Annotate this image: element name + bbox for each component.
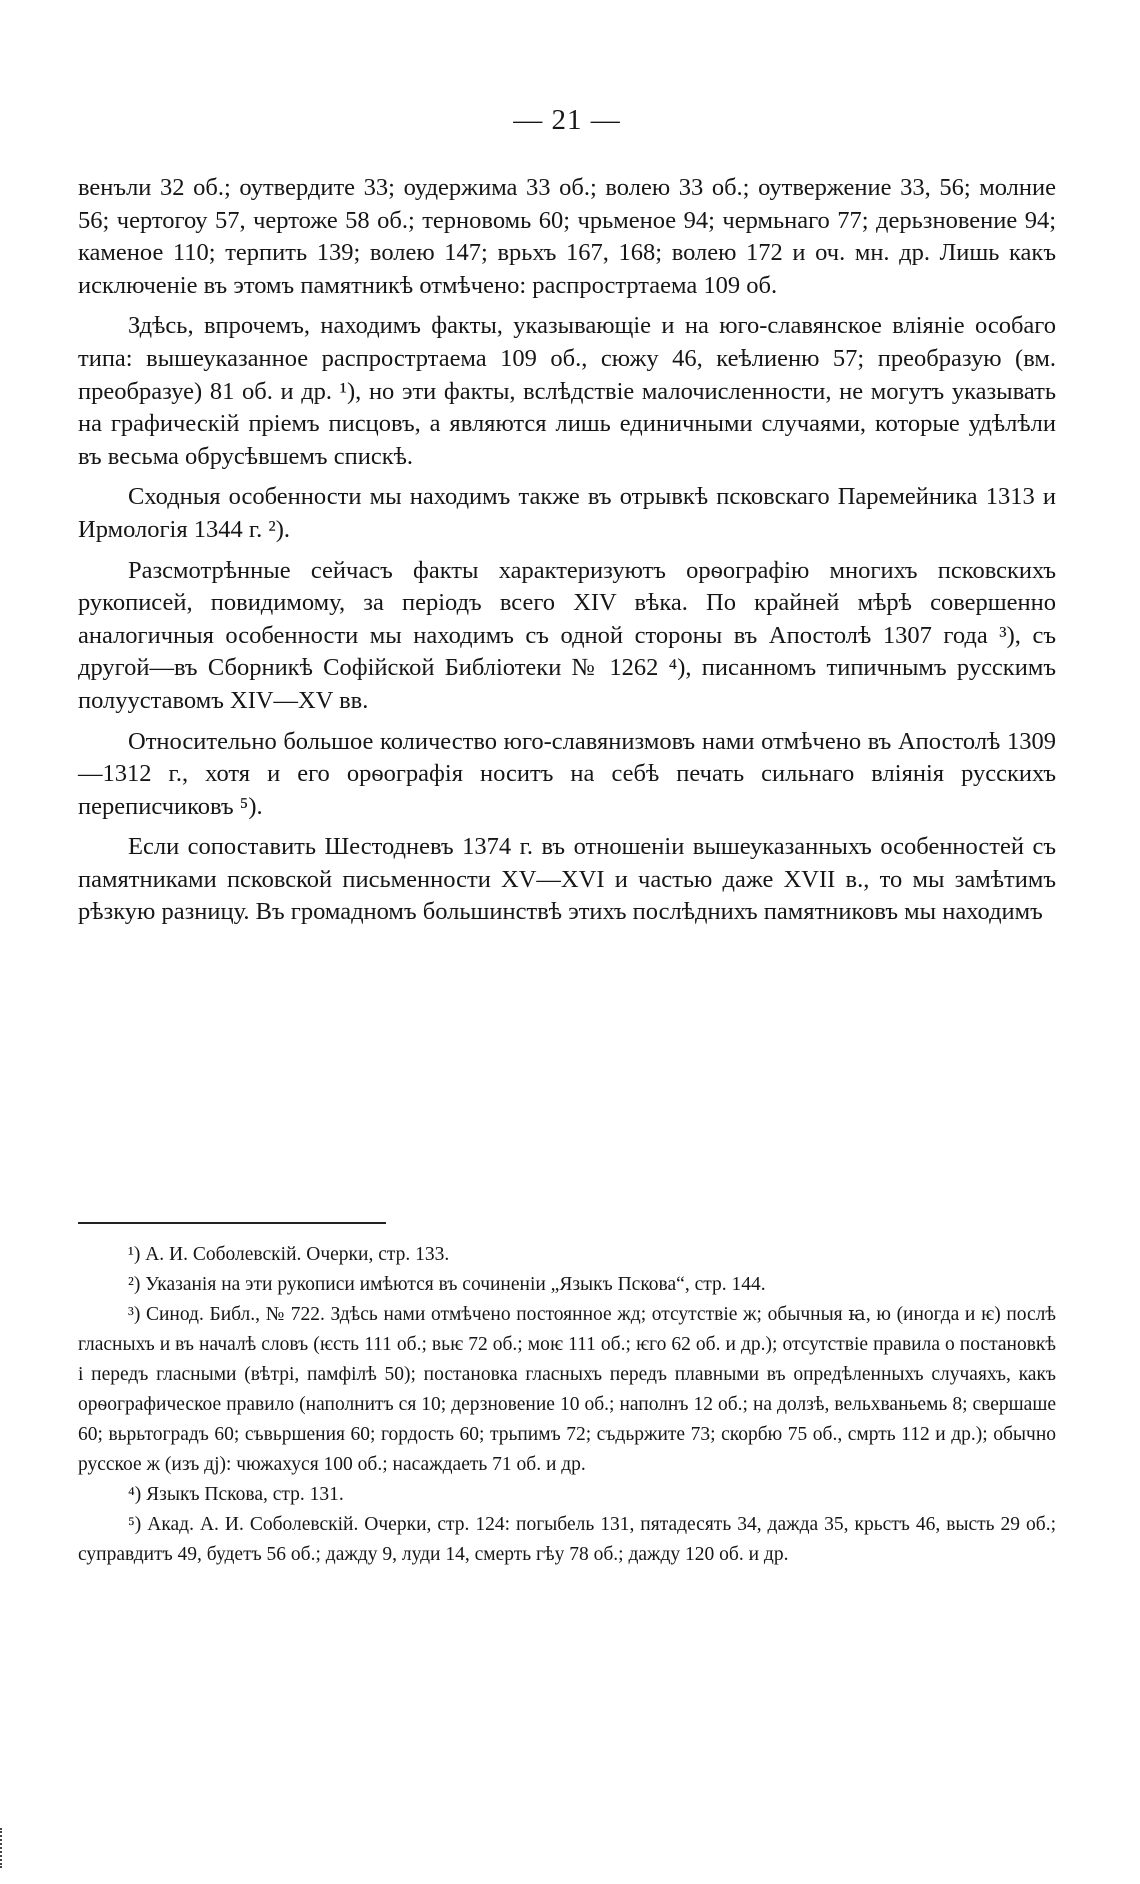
footnote-1: ¹) А. И. Соболевскій. Очерки, стр. 133.	[128, 1244, 450, 1265]
footnotes	[78, 1240, 1056, 1570]
footnote-3: ³) Синод. Библ., № 722. Здѣсь нами отмѣчено постоянное жд; отсутствіе ж; обычныя ꙗ, ю (иногда и ѥ) послѣ гласныхъ и въ началѣ словъ (ѥсть 111 об.; вьѥ 72 об.; моѥ 111 об.; ѥго 62 об. и др.); отсутствіе правила о постановкѣ і передъ гласными (вѣтрі, памфілѣ 50); постановка гласныхъ передъ плавными въ опредѣленныхъ случаяхъ, какъ орѳографическое правило (наполнитъ ся 10; дерзновение 10 об.; наполнъ 12 об.; на долзѣ, вельхваньемь 8; свершаше 60; вьрьтоградъ 60; съвьршения 60; гордость 60; трьпимъ 72; съдьржите 73; скорбю 75 об., смрть 112 и др.); обычно русское ж (изъ дј): чюжахуся 100 об.; насаждаеть 71 об. и др.	[78, 1304, 1056, 1475]
paragraph-south-slavic-influence: Здѣсь, впрочемъ, находимъ факты, указывающіе и на юго-славянское вліяніе особаго типа: вышеуказанное распростртаема 109 об., сюжу 46, кеѣлиеню 57; преобразую (вм. преобразуе) 81 об. и др. ¹), но эти факты, вслѣдствіе малочисленности, не могутъ указывать на графическій пріемъ писцовъ, а являются лишь единичными случаями, которые удѣлѣли въ весьма обрусѣвшемъ спискѣ.	[78, 312, 1056, 470]
scan-edge-mark	[0, 1828, 6, 1868]
footnote-2: ²) Указанія на эти рукописи имѣются въ сочиненіи „Языкъ Пскова“, стр. 144.	[128, 1274, 766, 1295]
footnote-divider	[78, 1222, 386, 1224]
page-number: — 21 —	[513, 104, 621, 136]
paragraph-continuation: венъли 32 об.; оутвердите 33; оудержима 33 об.; волею 33 об.; оутвержение 33, 56; молние 56; чертогоу 57, чертоже 58 об.; терновомь 60; чрьменое 94; чермьнаго 77; дерьзновение 94; каменое 110; терпить 139; волею 147; врьхъ 167, 168; волею 172 и оч. мн. др. Лишь какъ исключеніе въ этомъ памятникѣ отмѣчено: распростртаема 109 об.	[78, 174, 1056, 299]
main-text	[78, 172, 1056, 929]
footnote-4: ⁴) Языкъ Пскова, стр. 131.	[128, 1484, 344, 1505]
paragraph-shestodnev-1374: Если сопоставить Шестодневъ 1374 г. въ отношеніи вышеуказанныхъ особенностей съ памятниками псковской письменности XV—XVI и частью даже XVII в., то мы замѣтимъ рѣзкую разницу. Въ громадномъ большинствѣ этихъ послѣднихъ памятниковъ мы находимъ	[78, 833, 1056, 926]
paragraph-pskov-manuscripts: Разсмотрѣнные сейчасъ факты характеризуютъ орѳографію многихъ псковскихъ рукописей, повидимому, за періодъ всего XIV вѣка. По крайней мѣрѣ совершенно аналогичныя особенности мы находимъ съ одной стороны въ Апостолѣ 1307 года ³), съ другой—въ Сборникѣ Софійской Библіотеки № 1262 ⁴), писанномъ типичнымъ русскимъ полууставомъ XIV—XV вв.	[78, 556, 1056, 714]
footnote-5: ⁵) Акад. А. И. Соболевскій. Очерки, стр. 124: погыбель 131, пятадесять 34, дажда 35, крьстъ 46, высть 29 об.; суправдитъ 49, будетъ 56 об.; дажду 9, луди 14, смерть гѣу 78 об.; дажду 120 об. и др.	[78, 1514, 1056, 1565]
paragraph-apostol-1309: Относительно большое количество юго-славянизмовъ нами отмѣчено въ Апостолѣ 1309—1312 г., хотя и его орѳографія носитъ на себѣ печать сильнаго вліянія русскихъ переписчиковъ ⁵).	[78, 727, 1056, 820]
paragraph-paremeinik: Сходныя особенности мы находимъ также въ отрывкѣ псковскаго Паремейника 1313 и Ирмологія 1344 г. ²).	[78, 483, 1056, 543]
